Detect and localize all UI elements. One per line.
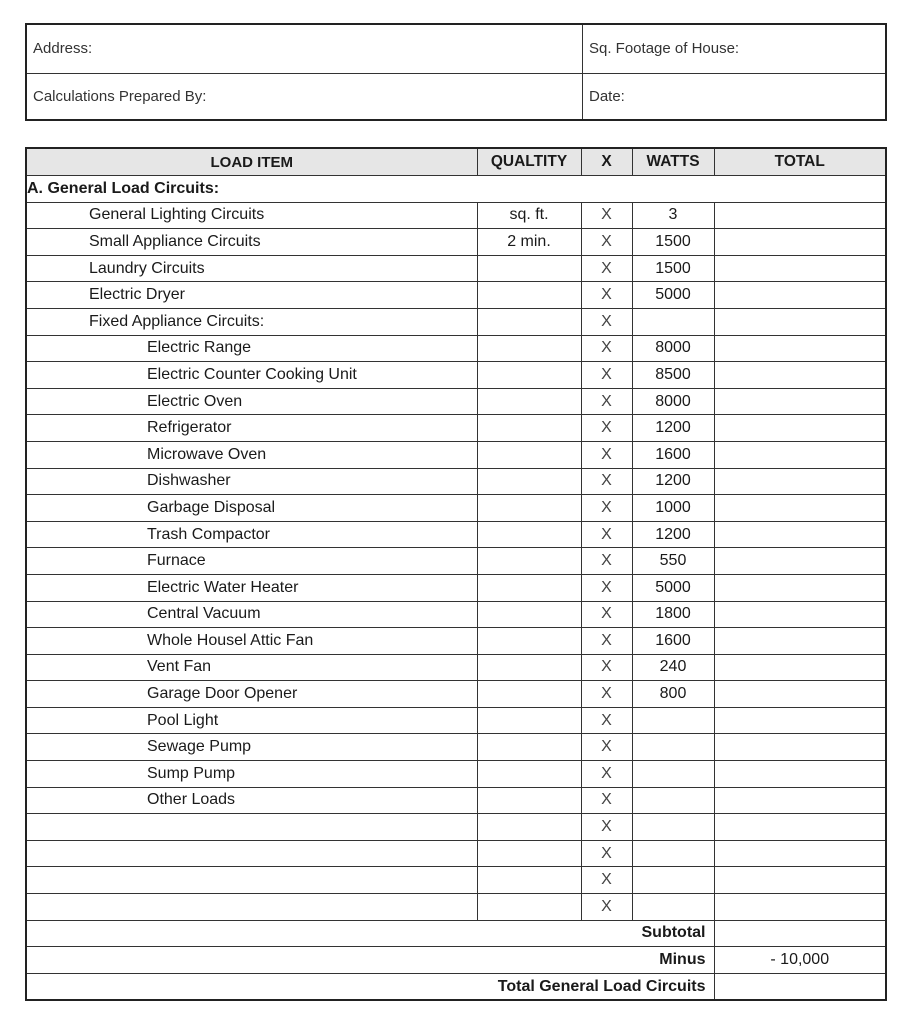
total-cell[interactable] xyxy=(714,282,886,309)
total-cell[interactable] xyxy=(714,388,886,415)
load-item-cell: Other Loads xyxy=(26,787,477,814)
quantity-cell xyxy=(477,548,581,575)
table-row xyxy=(26,335,886,362)
table-row xyxy=(26,814,886,841)
multiply-cell: X xyxy=(581,521,632,548)
watts-cell: 5000 xyxy=(632,282,714,309)
quantity-cell xyxy=(477,681,581,708)
minus-value: - 10,000 xyxy=(714,947,886,974)
watts-cell: 1000 xyxy=(632,495,714,522)
total-cell[interactable] xyxy=(714,468,886,495)
quantity-cell xyxy=(477,415,581,442)
quantity-cell xyxy=(477,441,581,468)
watts-cell: 1600 xyxy=(632,441,714,468)
multiply-cell: X xyxy=(581,308,632,335)
table-row xyxy=(26,495,886,522)
table-row xyxy=(26,468,886,495)
total-cell[interactable] xyxy=(714,308,886,335)
quantity-cell xyxy=(477,840,581,867)
total-cell[interactable] xyxy=(714,574,886,601)
property-info-box xyxy=(25,23,887,121)
watts-cell: 800 xyxy=(632,681,714,708)
multiply-cell: X xyxy=(581,681,632,708)
total-cell[interactable] xyxy=(714,202,886,229)
total-cell[interactable] xyxy=(714,415,886,442)
table-row xyxy=(26,362,886,389)
watts-cell xyxy=(632,787,714,814)
watts-cell: 1200 xyxy=(632,415,714,442)
multiply-cell: X xyxy=(581,468,632,495)
multiply-cell: X xyxy=(581,894,632,921)
load-item-cell: Laundry Circuits xyxy=(26,255,477,282)
quantity-cell xyxy=(477,894,581,921)
quantity-cell: 2 min. xyxy=(477,229,581,256)
watts-cell xyxy=(632,840,714,867)
watts-cell: 5000 xyxy=(632,574,714,601)
total-general-load-label: Total General Load Circuits xyxy=(26,973,714,1000)
total-cell[interactable] xyxy=(714,548,886,575)
load-item-cell xyxy=(26,894,477,921)
watts-cell xyxy=(632,734,714,761)
table-row xyxy=(26,840,886,867)
multiply-cell: X xyxy=(581,495,632,522)
multiply-cell: X xyxy=(581,787,632,814)
column-header-watts: WATTS xyxy=(632,148,714,176)
total-cell[interactable] xyxy=(714,814,886,841)
total-cell[interactable] xyxy=(714,362,886,389)
table-row xyxy=(26,628,886,655)
load-item-cell: Garage Door Opener xyxy=(26,681,477,708)
quantity-cell xyxy=(477,308,581,335)
watts-cell xyxy=(632,761,714,788)
table-row xyxy=(26,734,886,761)
load-item-cell: Sewage Pump xyxy=(26,734,477,761)
quantity-cell xyxy=(477,654,581,681)
multiply-cell: X xyxy=(581,362,632,389)
watts-cell: 1800 xyxy=(632,601,714,628)
info-row-1 xyxy=(27,25,885,74)
total-cell[interactable] xyxy=(714,867,886,894)
watts-cell: 3 xyxy=(632,202,714,229)
multiply-cell: X xyxy=(581,734,632,761)
load-item-cell: Fixed Appliance Circuits: xyxy=(26,308,477,335)
watts-cell: 240 xyxy=(632,654,714,681)
total-cell[interactable] xyxy=(714,441,886,468)
total-cell[interactable] xyxy=(714,840,886,867)
load-item-cell: Sump Pump xyxy=(26,761,477,788)
quantity-cell xyxy=(477,388,581,415)
multiply-cell: X xyxy=(581,335,632,362)
table-row xyxy=(26,308,886,335)
table-row xyxy=(26,415,886,442)
watts-cell xyxy=(632,867,714,894)
table-row xyxy=(26,282,886,309)
quantity-cell xyxy=(477,282,581,309)
load-item-cell: Trash Compactor xyxy=(26,521,477,548)
multiply-cell: X xyxy=(581,229,632,256)
quantity-cell xyxy=(477,521,581,548)
watts-cell xyxy=(632,308,714,335)
multiply-cell: X xyxy=(581,601,632,628)
quantity-cell xyxy=(477,867,581,894)
quantity-cell: sq. ft. xyxy=(477,202,581,229)
date-field[interactable]: Date: xyxy=(589,88,625,105)
total-cell[interactable] xyxy=(714,628,886,655)
watts-cell: 8000 xyxy=(632,388,714,415)
multiply-cell: X xyxy=(581,761,632,788)
total-general-load-value-cell[interactable] xyxy=(714,973,886,1000)
load-item-cell: Electric Range xyxy=(26,335,477,362)
total-cell[interactable] xyxy=(714,495,886,522)
load-item-cell: General Lighting Circuits xyxy=(26,202,477,229)
load-item-cell: Garbage Disposal xyxy=(26,495,477,522)
total-cell[interactable] xyxy=(714,734,886,761)
load-item-cell: Furnace xyxy=(26,548,477,575)
multiply-cell: X xyxy=(581,388,632,415)
table-row xyxy=(26,388,886,415)
quantity-cell xyxy=(477,814,581,841)
multiply-cell: X xyxy=(581,628,632,655)
subtotal-value-cell[interactable] xyxy=(714,920,886,947)
load-item-cell: Small Appliance Circuits xyxy=(26,229,477,256)
load-item-cell: Vent Fan xyxy=(26,654,477,681)
total-cell[interactable] xyxy=(714,521,886,548)
table-row xyxy=(26,867,886,894)
quantity-cell xyxy=(477,734,581,761)
load-item-cell xyxy=(26,840,477,867)
info-row-2 xyxy=(27,73,885,121)
quantity-cell xyxy=(477,601,581,628)
multiply-cell: X xyxy=(581,654,632,681)
total-cell[interactable] xyxy=(714,761,886,788)
multiply-cell: X xyxy=(581,840,632,867)
load-item-cell: Pool Light xyxy=(26,707,477,734)
load-item-cell: Refrigerator xyxy=(26,415,477,442)
load-item-cell xyxy=(26,867,477,894)
multiply-cell: X xyxy=(581,574,632,601)
subtotal-label: Subtotal xyxy=(26,920,714,947)
table-row xyxy=(26,761,886,788)
multiply-cell: X xyxy=(581,441,632,468)
total-cell[interactable] xyxy=(714,707,886,734)
column-header-load-item: LOAD ITEM xyxy=(26,148,477,176)
load-item-cell: Electric Water Heater xyxy=(26,574,477,601)
multiply-cell: X xyxy=(581,202,632,229)
watts-cell xyxy=(632,707,714,734)
watts-cell: 1200 xyxy=(632,468,714,495)
column-header-total: TOTAL xyxy=(714,148,886,176)
prepared-by-field[interactable]: Calculations Prepared By: xyxy=(33,88,207,105)
quantity-cell xyxy=(477,707,581,734)
load-item-cell: Electric Oven xyxy=(26,388,477,415)
table-row xyxy=(26,202,886,229)
table-row xyxy=(26,574,886,601)
total-cell[interactable] xyxy=(714,255,886,282)
quantity-cell xyxy=(477,362,581,389)
sqft-field[interactable]: Sq. Footage of House: xyxy=(589,40,740,57)
watts-cell: 8000 xyxy=(632,335,714,362)
quantity-cell xyxy=(477,761,581,788)
total-cell[interactable] xyxy=(714,681,886,708)
subtotal-row xyxy=(26,920,886,947)
quantity-cell xyxy=(477,468,581,495)
watts-cell: 1200 xyxy=(632,521,714,548)
load-item-cell xyxy=(26,814,477,841)
table-row xyxy=(26,441,886,468)
watts-cell: 1500 xyxy=(632,255,714,282)
multiply-cell: X xyxy=(581,707,632,734)
load-item-cell: Whole Housel Attic Fan xyxy=(26,628,477,655)
table-row xyxy=(26,255,886,282)
multiply-cell: X xyxy=(581,282,632,309)
watts-cell: 8500 xyxy=(632,362,714,389)
minus-row xyxy=(26,947,886,974)
column-header-x: X xyxy=(581,148,632,176)
section-a-heading: A. General Load Circuits: xyxy=(26,176,886,203)
table-row xyxy=(26,707,886,734)
table-header-row xyxy=(26,148,886,176)
minus-label: Minus xyxy=(26,947,714,974)
quantity-cell xyxy=(477,495,581,522)
total-row xyxy=(26,973,886,1000)
total-cell[interactable] xyxy=(714,894,886,921)
multiply-cell: X xyxy=(581,548,632,575)
load-item-cell: Electric Dryer xyxy=(26,282,477,309)
watts-cell: 550 xyxy=(632,548,714,575)
load-calculation-table xyxy=(25,147,887,1001)
multiply-cell: X xyxy=(581,814,632,841)
table-row xyxy=(26,681,886,708)
watts-cell: 1600 xyxy=(632,628,714,655)
section-row xyxy=(26,176,886,203)
address-field[interactable]: Address: xyxy=(33,40,93,57)
load-item-cell: Dishwasher xyxy=(26,468,477,495)
table-row xyxy=(26,787,886,814)
total-cell[interactable] xyxy=(714,335,886,362)
total-cell[interactable] xyxy=(714,787,886,814)
quantity-cell xyxy=(477,255,581,282)
column-header-quantity: QUALTITY xyxy=(477,148,581,176)
load-item-cell: Electric Counter Cooking Unit xyxy=(26,362,477,389)
watts-cell: 1500 xyxy=(632,229,714,256)
load-item-cell: Microwave Oven xyxy=(26,441,477,468)
quantity-cell xyxy=(477,335,581,362)
watts-cell xyxy=(632,814,714,841)
table-row xyxy=(26,654,886,681)
table-row xyxy=(26,601,886,628)
table-row xyxy=(26,894,886,921)
multiply-cell: X xyxy=(581,415,632,442)
load-item-cell: Central Vacuum xyxy=(26,601,477,628)
multiply-cell: X xyxy=(581,867,632,894)
total-cell[interactable] xyxy=(714,654,886,681)
table-row xyxy=(26,548,886,575)
table-row xyxy=(26,229,886,256)
table-row xyxy=(26,521,886,548)
quantity-cell xyxy=(477,628,581,655)
quantity-cell xyxy=(477,787,581,814)
total-cell[interactable] xyxy=(714,229,886,256)
multiply-cell: X xyxy=(581,255,632,282)
watts-cell xyxy=(632,894,714,921)
quantity-cell xyxy=(477,574,581,601)
total-cell[interactable] xyxy=(714,601,886,628)
